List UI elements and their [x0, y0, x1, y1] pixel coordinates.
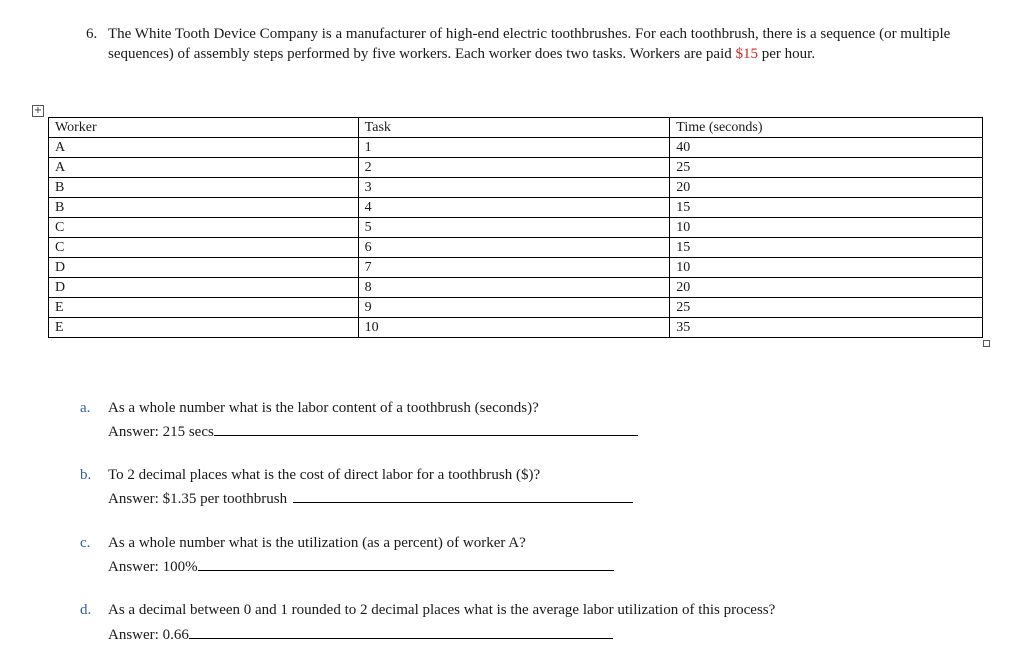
- cell-worker: B: [49, 178, 359, 198]
- table-row: [49, 318, 983, 338]
- table-row: [49, 298, 983, 318]
- table-row: [49, 178, 983, 198]
- table-row: [49, 138, 983, 158]
- table-row: [49, 258, 983, 278]
- cell-worker: E: [49, 298, 359, 318]
- question-text-end: per hour.: [758, 46, 816, 62]
- table-row: [49, 198, 983, 218]
- header-time: Time (seconds): [670, 118, 983, 138]
- subquestion-d-answer: Answer: 0.66: [108, 627, 189, 643]
- cell-task: 8: [358, 278, 670, 298]
- subquestion-b-answer: Answer: $1.35 per toothbrush: [108, 491, 288, 507]
- cell-worker: C: [49, 218, 359, 238]
- table-header-row: [49, 118, 983, 138]
- subquestion-d-text: As a decimal between 0 and 1 rounded to 2 decimal places what is the average labor utilization of this process?: [108, 602, 776, 618]
- cell-time: 20: [670, 278, 983, 298]
- table-resize-handle-icon[interactable]: [983, 340, 990, 347]
- subquestion-d-letter: d.: [80, 602, 92, 618]
- cell-time: 25: [670, 158, 983, 178]
- cell-worker: B: [49, 198, 359, 218]
- cell-task: 2: [358, 158, 670, 178]
- cell-task: 3: [358, 178, 670, 198]
- table-row: [49, 158, 983, 178]
- cell-time: 25: [670, 298, 983, 318]
- cell-worker: E: [49, 318, 359, 338]
- hourly-wage: $15: [735, 46, 758, 62]
- question-number: 6.: [86, 26, 98, 42]
- answer-d-blank-line: [189, 624, 613, 639]
- cell-time: 10: [670, 258, 983, 278]
- cell-time: 35: [670, 318, 983, 338]
- question-text: [108, 24, 988, 64]
- subquestion-a-text: As a whole number what is the labor content of a toothbrush (seconds)?: [108, 400, 539, 416]
- cell-task: 9: [358, 298, 670, 318]
- table-row: [49, 278, 983, 298]
- worker-task-table: [48, 117, 983, 338]
- cell-time: 20: [670, 178, 983, 198]
- cell-time: 15: [670, 238, 983, 258]
- cell-time: 15: [670, 198, 983, 218]
- header-worker: Worker: [49, 118, 359, 138]
- cell-worker: D: [49, 278, 359, 298]
- cell-worker: A: [49, 138, 359, 158]
- subquestion-b-answer-row: [108, 488, 633, 509]
- subquestion-a-answer: Answer: 215 secs: [108, 424, 214, 440]
- cell-task: 5: [358, 218, 670, 238]
- subquestion-c-text: As a whole number what is the utilization (as a percent) of worker A?: [108, 535, 526, 551]
- table-row: [49, 218, 983, 238]
- subquestion-d-answer-row: [108, 624, 613, 645]
- cell-worker: A: [49, 158, 359, 178]
- table-move-handle-icon[interactable]: +: [33, 105, 43, 116]
- table-row: [49, 238, 983, 258]
- cell-task: 1: [358, 138, 670, 158]
- cell-time: 10: [670, 218, 983, 238]
- cell-task: 10: [358, 318, 670, 338]
- answer-c-blank-line: [198, 556, 614, 571]
- subquestion-a-letter: a.: [80, 400, 91, 416]
- subquestion-c-answer: Answer: 100%: [108, 559, 198, 575]
- subquestion-a-answer-row: [108, 421, 638, 442]
- cell-worker: C: [49, 238, 359, 258]
- cell-task: 6: [358, 238, 670, 258]
- cell-time: 40: [670, 138, 983, 158]
- subquestion-c-answer-row: [108, 556, 614, 577]
- question-text-intro: The White Tooth Device Company is a manufacturer of high-end electric toothbrushes. For each toothbrush, there is a sequence (or multiple sequences) of assembly steps performed by five workers. Each worker does two tasks. Workers are paid: [108, 26, 951, 62]
- subquestion-b-text: To 2 decimal places what is the cost of direct labor for a toothbrush ($)?: [108, 467, 541, 483]
- header-task: Task: [358, 118, 670, 138]
- answer-a-blank-line: [214, 421, 638, 436]
- subquestion-b-letter: b.: [80, 467, 92, 483]
- subquestion-c-letter: c.: [80, 535, 91, 551]
- cell-task: 4: [358, 198, 670, 218]
- answer-b-blank-line: [293, 488, 633, 503]
- cell-worker: D: [49, 258, 359, 278]
- cell-task: 7: [358, 258, 670, 278]
